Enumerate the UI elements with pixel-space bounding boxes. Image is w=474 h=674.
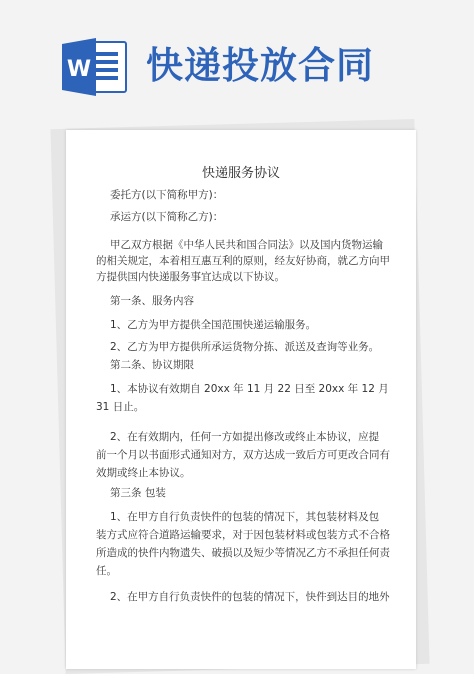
document-line: 第三条 包装 <box>110 487 166 499</box>
document-line: 1、在甲方自行负责快件的包装的情况下，其包装材料及包 <box>110 511 380 523</box>
document-line: 所造成的快件内物遗失、破损以及短少等情况乙方不承担任何责 <box>96 547 390 559</box>
document-line: 承运方(以下简称乙方)： <box>110 211 224 223</box>
document-line: 1、本协议有效期自 20xx 年 11 月 22 日至 20xx 年 12 月 <box>110 383 389 395</box>
document-line: 2、在甲方自行负责快件的包装的情况下，快件到达目的地外 <box>110 591 390 603</box>
word-icon <box>62 38 128 96</box>
banner-title: 快递投放合同 <box>146 44 374 87</box>
document-line: 第一条、服务内容 <box>110 295 194 307</box>
document-line: 甲乙双方根据《中华人民共和国合同法》以及国内货物运输 <box>110 239 383 251</box>
document-line: 31 日止。 <box>96 401 145 413</box>
document-line: 方提供国内快递服务事宜达成以下协议。 <box>96 271 285 283</box>
document-page <box>66 130 416 669</box>
document-line: 前一个月以书面形式通知对方，双方达成一致后方可更改合同有 <box>96 449 390 461</box>
document-line: 任。 <box>96 565 117 577</box>
document-line: 装方式应符合道路运输要求，对于因包装材料或包装方式不合格 <box>96 529 390 541</box>
document-line: 1、乙方为甲方提供全国范围快递运输服务。 <box>110 319 317 331</box>
svg-text:W: W <box>66 57 92 82</box>
document-line: 的相关规定，本着相互惠互利的原则，经友好协商，就乙方向甲 <box>96 255 390 267</box>
document-line: 委托方(以下简称甲方)： <box>110 189 224 201</box>
document-line: 2、在有效期内，任何一方如提出修改或终止本协议，应提 <box>110 431 380 443</box>
document-line: 2、乙方为甲方提供所承运货物分拣、派送及查询等业务。 <box>110 341 380 353</box>
document-line: 效期或终止本协议。 <box>96 467 191 479</box>
document-title: 快递服务协议 <box>201 166 280 181</box>
document-line: 第二条、协议期限 <box>110 359 194 371</box>
banner <box>0 0 474 112</box>
